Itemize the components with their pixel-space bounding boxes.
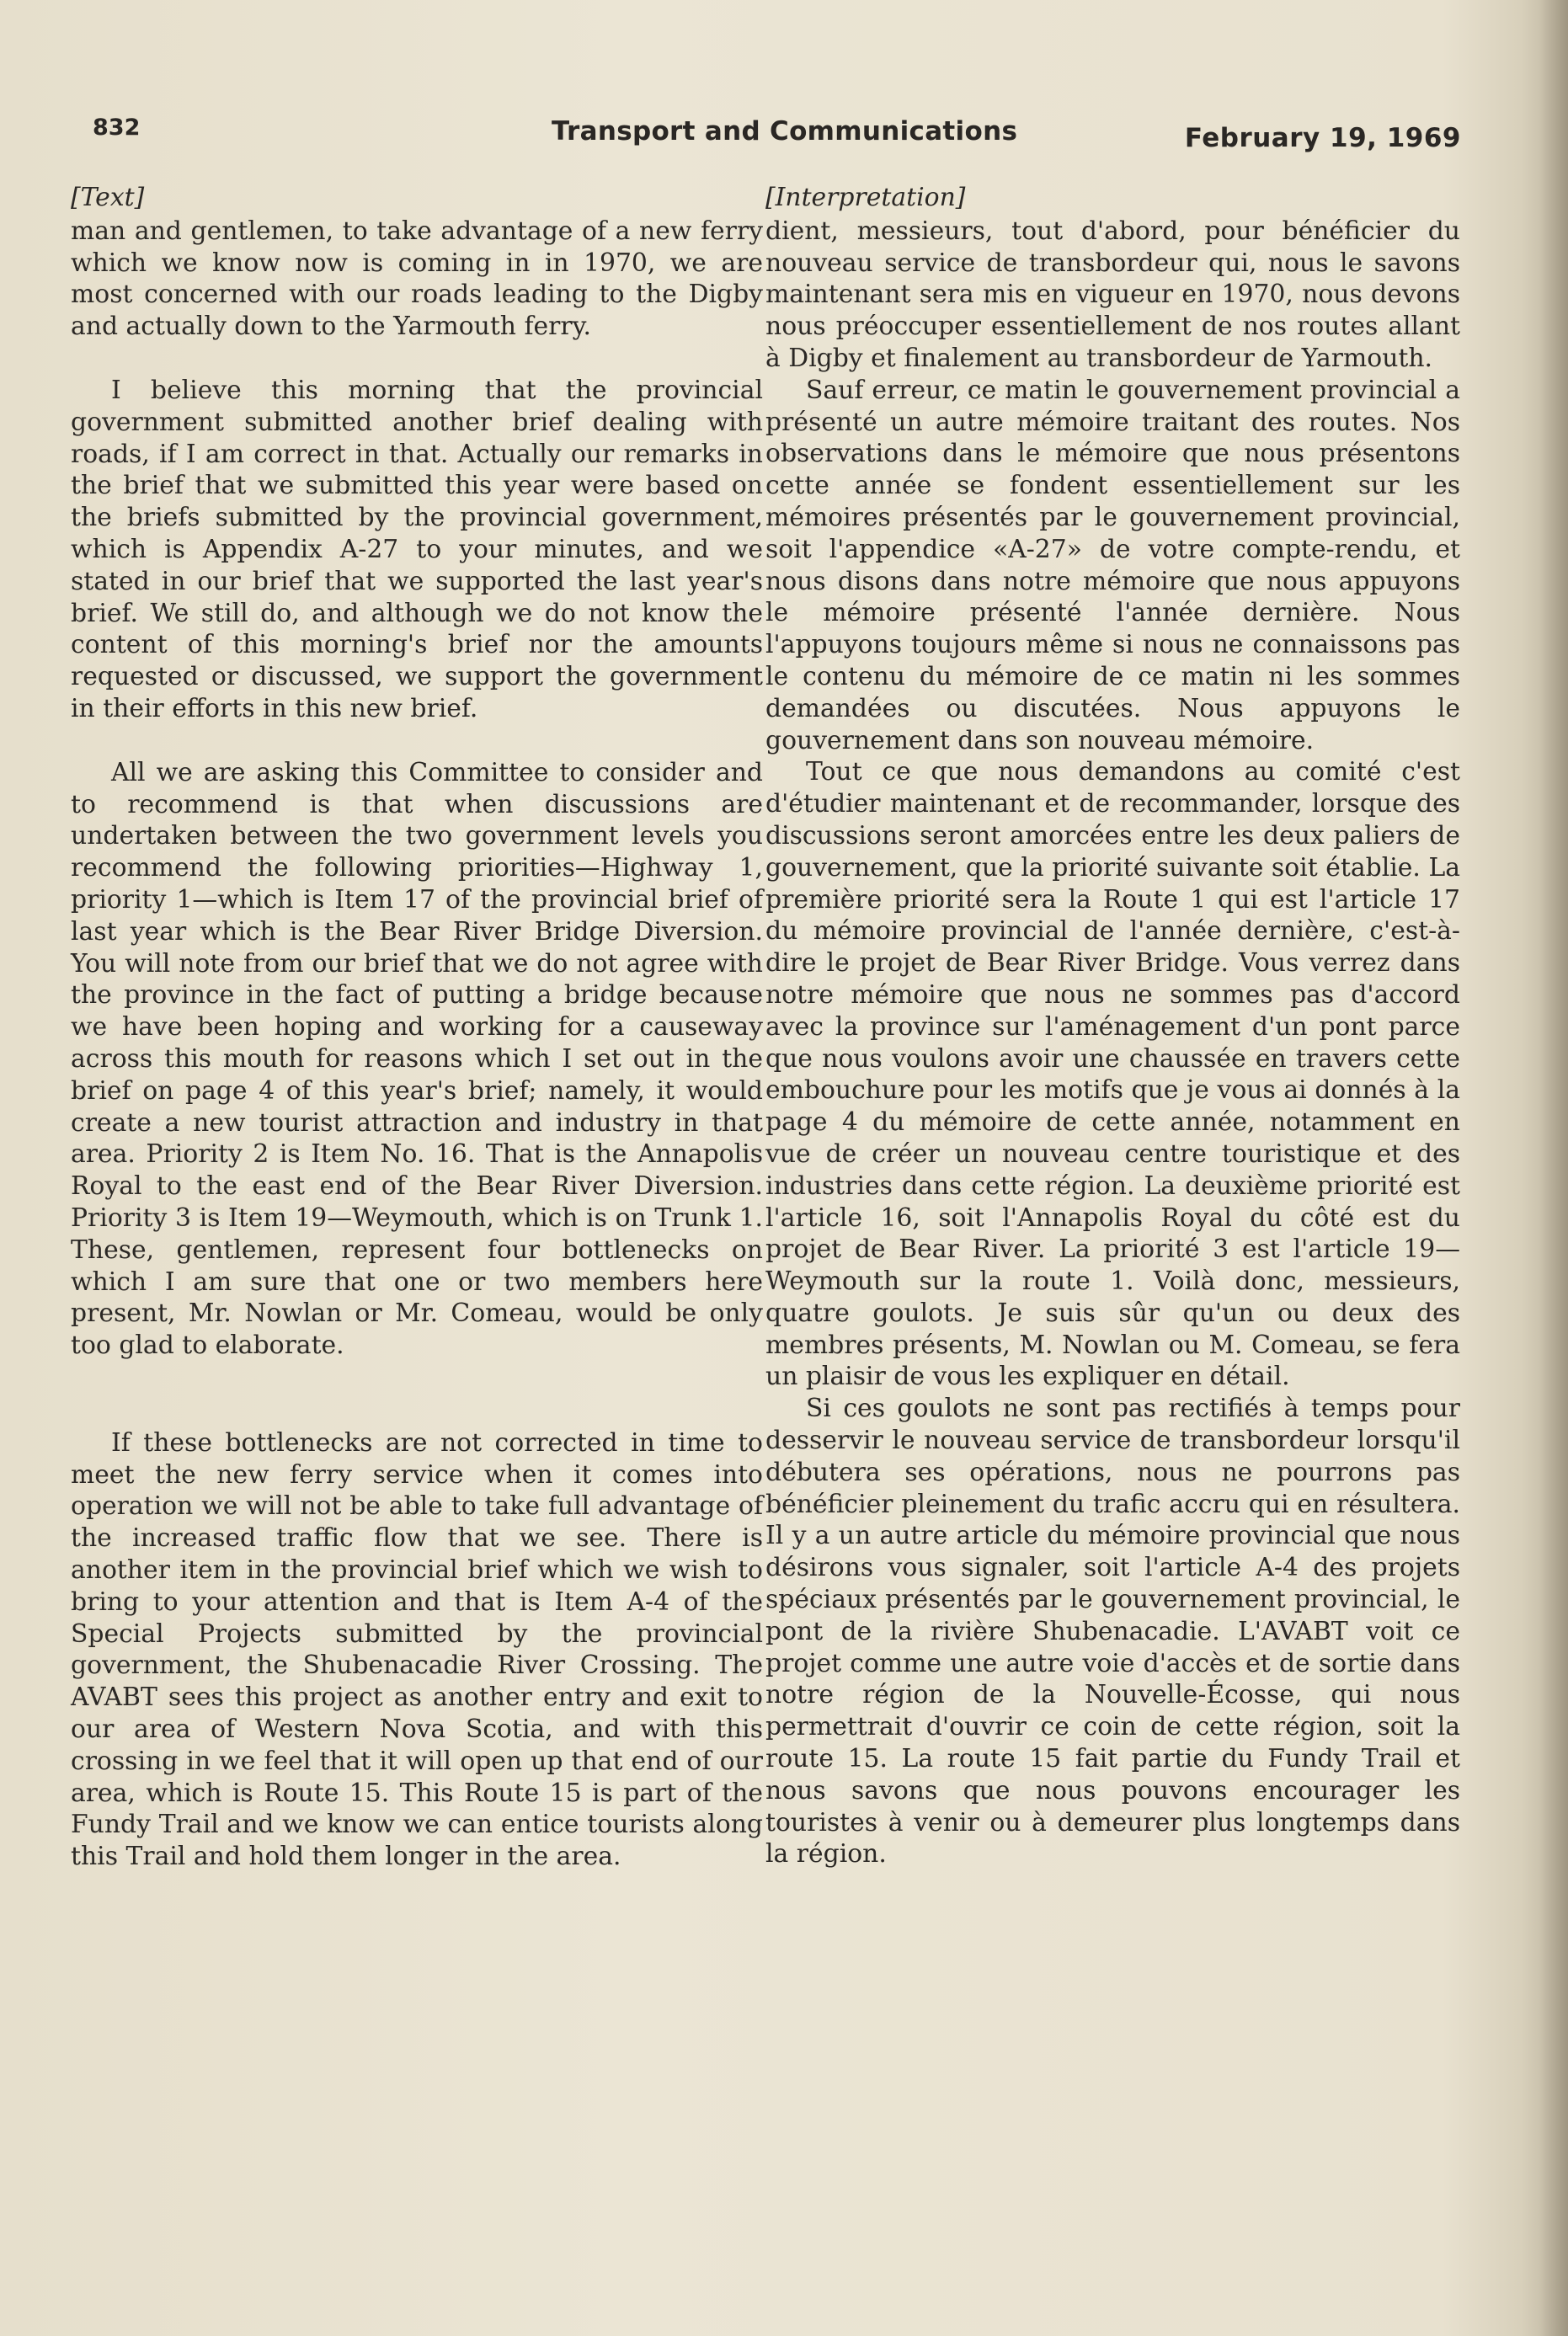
english-text-column (71, 182, 763, 1873)
page-header (93, 111, 1461, 162)
french-interpretation-column (765, 182, 1460, 1870)
column-label-text: [Text] (71, 183, 145, 212)
paragraph: All we are asking this Committee to consider and to recommend is that when discussions are undertaken between the two government levels you recommend the following priorities—Highway 1, priority 1—which is Item 17 of the provincial brief of last year which is the Bear River Bridge Diversion. You will note from our brief that we do not agree with the province in the fact of putting a bridge because we have been hoping and working for a causeway across this mouth for reasons which I set out in the brief on page 4 of this year's brief; namely, it would create a new tourist attraction and industry in that area. Priority 2 is Item No. 16. That is the Annapolis Royal to the east end of the Bear River Diversion. Priority 3 is Item 19—Weymouth, which is on Trunk 1. These, gentlemen, represent four bottlenecks on which I am sure that one or two members here present, Mr. Nowlan or Mr. Comeau, would be only too glad to elaborate. (71, 757, 763, 1361)
page-binding-shadow (1539, 0, 1568, 2336)
page-number: 832 (93, 115, 141, 141)
paragraph: dient, messieurs, tout d'abord, pour bénéficier du nouveau service de transbordeur qui, nous le savons maintenant sera mis en vigueur en 1970, nous devons nous préoccuper essentiellement de nos routes allant à Digby et finalement au transbordeur de Yarmouth. (765, 216, 1460, 373)
paragraph: Si ces goulots ne sont pas rectifiés à temps pour desservir le nouveau service de transbordeur lorsqu'il débutera ses opérations, nous ne pourrons pas bénéficier pleinement du trafic accru qui en résultera. Il y a un autre article du mémoire provincial que nous désirons vous signaler, soit l'article A-4 des projets spéciaux présentés par le gouvernement provincial, le pont de la rivière Shubenacadie. L'AVABT voit ce projet comme une autre voie d'accès et de sortie dans notre région de la Nouvelle-Écosse, qui nous permettrait d'ouvrir ce coin de cette région, soit la route 15. La route 15 fait partie du Fundy Trail et nous savons que nous pouvons encourager les touristes à venir ou à demeurer plus longtemps dans la région. (765, 1394, 1460, 1869)
paragraph: man and gentlemen, to take advantage of a new ferry which we know now is coming in in 1970, we are most concerned with our roads leading to the Digby and actually down to the Yarmouth ferry. (71, 216, 763, 342)
column-label-interpretation: [Interpretation] (765, 183, 966, 212)
paragraph: I believe this morning that the provincial government submitted another brief dealing with roads, if I am correct in that. Actually our remarks in the brief that we submitted this year were based on the briefs submitted by the provincial government, which is Appendix A-27 to your minutes, and we stated in our brief that we supported the last year's brief. We still do, and although we do not know the content of this morning's brief nor the amounts requested or discussed, we support the government in their efforts in this new brief. (71, 375, 763, 723)
page-date: February 19, 1969 (1184, 123, 1461, 153)
paragraph: If these bottlenecks are not corrected in time to meet the new ferry service when it comes into operation we will not be able to take full advantage of the increased traffic flow that we see. There is another item in the provincial brief which we wish to bring to your attention and that is Item A-4 of the Special Projects submitted by the provincial government, the Shubenacadie River Crossing. The AVABT sees this project as another entry and exit to our area of Western Nova Scotia, and with this crossing in we feel that it will open up that end of our area, which is Route 15. This Route 15 is part of the Fundy Trail and we know we can entice tourists along this Trail and hold them longer in the area. (71, 1427, 763, 1872)
paragraph: Tout ce que nous demandons au comité c'est d'étudier maintenant et de recommander, lorsque des discussions seront amorcées entre les deux paliers de gouvernement, que la priorité suivante soit établie. La première priorité sera la Route 1 qui est l'article 17 du mémoire provincial de l'année dernière, c'est-à-dire le projet de Bear River Bridge. Vous verrez dans notre mémoire que nous ne sommes pas d'accord avec la province sur l'aménagement d'un pont parce que nous voulons avoir une chaussée en travers cette embouchure pour les motifs que je vous ai donnés à la page 4 du mémoire de cette année, notamment en vue de créer un nouveau centre touristique et des industries dans cette région. La deuxième priorité est l'article 16, soit l'Annapolis Royal du côté est du projet de Bear River. La priorité 3 est l'article 19—Weymouth sur la route 1. Voilà donc, messieurs, quatre goulots. Je suis sûr qu'un ou deux des membres présents, M. Nowlan ou M. Comeau, se fera un plaisir de vous les expliquer en détail. (765, 757, 1460, 1392)
running-title: Transport and Communications (552, 116, 1018, 147)
paragraph: Sauf erreur, ce matin le gouvernement provincial a présenté un autre mémoire traitant des routes. Nos observations dans le mémoire que nous présentons cette année se fondent essentiellement sur les mémoires présentés par le gouvernement provincial, soit l'appendice «A-27» de votre compte-rendu, et nous disons dans notre mémoire que nous appuyons le mémoire présenté l'année dernière. Nous l'appuyons toujours même si nous ne connaissons pas le contenu du mémoire de ce matin ni les sommes demandées ou discutées. Nous appuyons le gouvernement dans son nouveau mémoire. (765, 375, 1460, 755)
